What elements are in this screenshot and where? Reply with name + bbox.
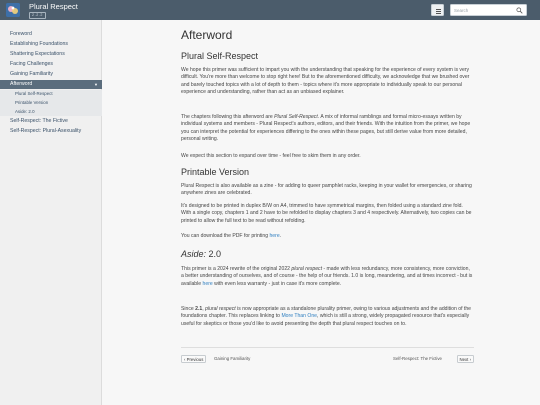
sidebar-subitem-printable-version[interactable]: Printable Version [15, 100, 49, 105]
next-button[interactable]: Next › [457, 355, 474, 363]
previous-page-title[interactable]: Gaining Familiarity [214, 356, 251, 361]
main-content [102, 20, 540, 405]
sidebar-item-self-respect-fictive[interactable]: Self-Respect: The Fictive [10, 118, 68, 124]
sidebar-item-establishing-foundations[interactable]: Establishing Foundations [10, 41, 68, 47]
sidebar-subitem-aside[interactable]: Aside: 2.0 [15, 109, 35, 114]
sidebar-item-facing-challenges[interactable]: Facing Challenges [10, 61, 53, 67]
page-title: Afterword [181, 28, 233, 42]
chevron-down-icon[interactable]: ▼ [94, 82, 98, 87]
logo-icon [6, 3, 20, 17]
paragraph: We expect this section to expand over time - feel free to skim them in any order. [181, 153, 361, 159]
hamburger-icon [436, 9, 441, 10]
sidebar-item-shattering-expectations[interactable]: Shattering Expectations [10, 51, 65, 57]
section-heading-printable-version: Printable Version [181, 167, 250, 177]
more-than-one-link[interactable]: More Than One [281, 313, 318, 320]
search-box[interactable] [450, 4, 527, 16]
search-icon[interactable] [516, 7, 523, 14]
paragraph: Plural Respect is also available as a zine - for adding to queer pamphlet racks, keeping in your wallet for emergencies, or sharing anywhere zines are celebrated. [181, 183, 472, 197]
site-title[interactable]: Plural Respect [29, 2, 78, 11]
search-input[interactable] [454, 6, 516, 15]
sidebar-item-label: Afterword [10, 81, 33, 87]
paragraph: It's designed to be printed in duplex B/W on A4, trimmed to have symmetrical margins, then folded using a standard zine fold. With a single copy, chapters 1 and 2 have to be refolded to display chapters 3 and 4 respectively. Alternatively, two copies can be printed to allow the full text to be read without refolding. [181, 203, 472, 224]
next-page-title[interactable]: Self-Respect: The Fictive [393, 356, 442, 361]
sidebar-item-afterword[interactable] [0, 80, 102, 89]
sidebar-subitem-plural-self-respect[interactable]: Plural Self-Respect [15, 91, 53, 96]
section-heading-aside: Aside: 2.0 [181, 249, 222, 259]
sidebar [0, 20, 102, 405]
chevron-right-icon: › [468, 357, 471, 362]
pdf-download-link[interactable]: here [269, 233, 280, 239]
section-heading-plural-self-respect: Plural Self-Respect [181, 51, 259, 61]
sidebar-item-foreword[interactable]: Foreword [10, 31, 32, 37]
paragraph: The chapters following this afterword are Plural Self-Respect. A mix of informal ramblings and formal micro-essays written by individual systems and members - Plural Respect's authors, editors, and their friends. With the intuition from the primer, we hope you can interpret the potential for experiences differing to the ones within these pages, but still derive value from more detailed, personal writing. [181, 114, 471, 142]
menu-button[interactable] [431, 4, 444, 16]
v1-link[interactable]: here [202, 280, 213, 287]
site-logo[interactable] [6, 3, 20, 17]
sidebar-item-self-respect-plural-asexuality[interactable]: Self-Respect: Plural-Asexuality [10, 128, 82, 134]
paragraph: You can download the PDF for printing here. [181, 233, 282, 239]
divider [181, 347, 474, 348]
paragraph: This primer is a 2024 rewrite of the original 2022 plural respect - made with less redundancy, more consistency, more conviction, a better understanding of ourselves, and of course - the help of our friends. 1.0 is long, meandering, and at times incorrect - but is available here with even less warranty - just in case it's more complete. [181, 266, 473, 287]
sidebar-item-gaining-familiarity[interactable]: Gaining Familiarity [10, 71, 53, 77]
paragraph: We hope this primer was sufficient to impart you with the understanding that speaking for the experience of every system is very difficult. You're more than welcome to stop right here! But to the aforementioned difficulty, we acknowledge that we brushed over and barely touched topics with a lot of depth to them - topics where it's more appropriate to individually speak to our personal experience and understanding, rather than act as an unbiased explainer. [181, 67, 470, 95]
sidebar-subsection-list [0, 90, 102, 116]
chevron-left-icon: ‹ [184, 357, 187, 362]
paragraph: Since 2.1, plural respect is now appropriate as a standalone plurality primer, owing to various adjustments and the addition of the foundations chapter. This replaces linking to More Than One, which is still a strong, widely propagated resource that's especially useful for skeptics or those you'd like to avoid presenting the depth that plural respect touches on to. [181, 306, 471, 327]
version-badge: 2.2.2 [29, 12, 46, 19]
top-bar [0, 0, 540, 20]
previous-button[interactable]: ‹ Previous [181, 355, 206, 363]
